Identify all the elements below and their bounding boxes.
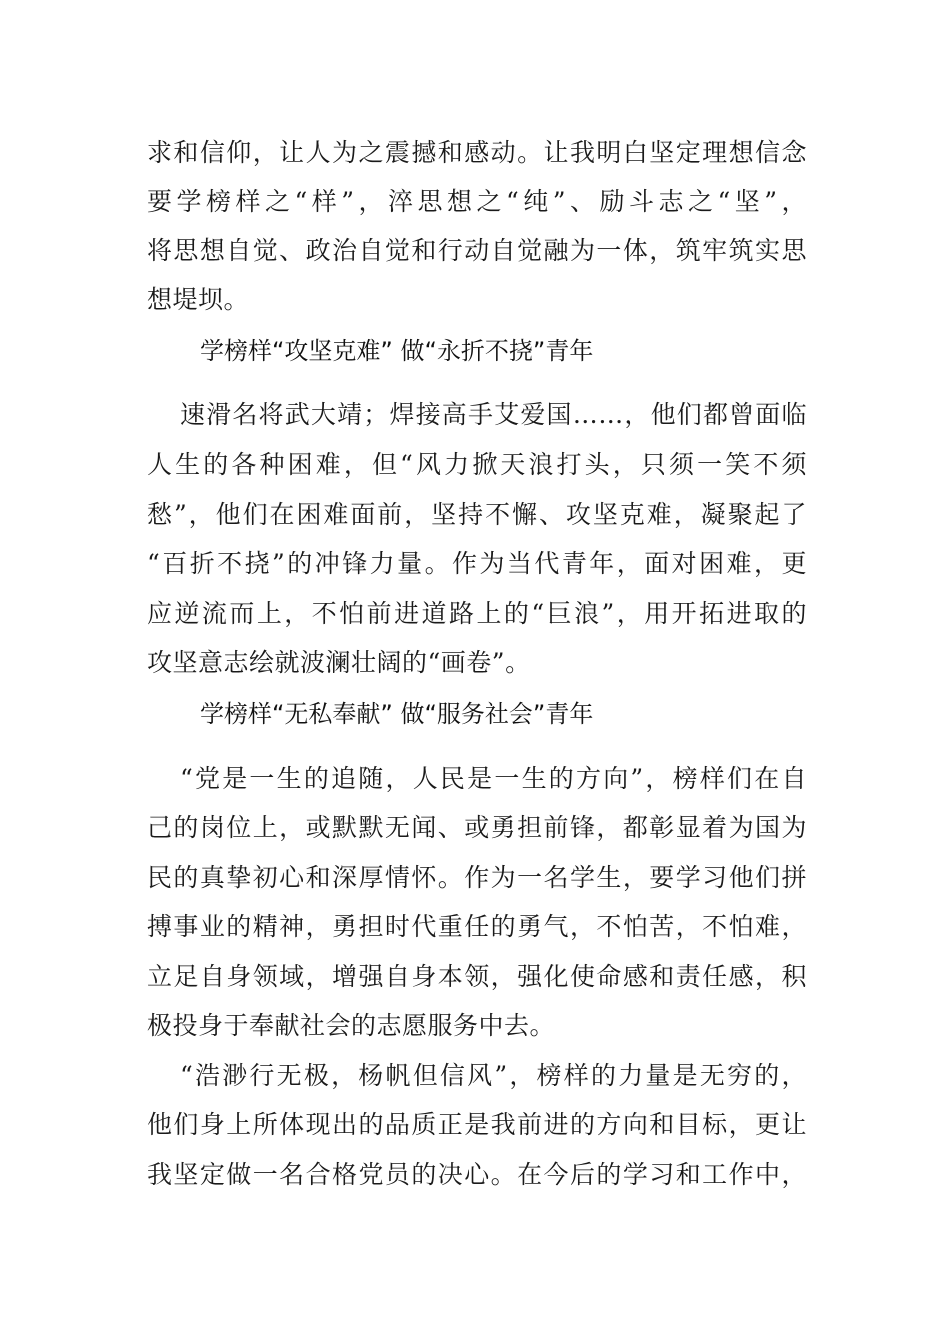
paragraph-4-line-2: 他们身上所体现出的品质正是我前进的方向和目标，更让 <box>147 1110 807 1139</box>
paragraph-3-line-4: 搏事业的精神，勇担时代重任的勇气，不怕苦，不怕难， <box>147 912 807 941</box>
paragraph-4-line-1: “浩渺行无极，杨帆但信风”，榜样的力量是无穷的， <box>180 1061 807 1090</box>
paragraph-3-line-3: 民的真挚初心和深厚情怀。作为一名学生，要学习他们拼 <box>147 863 807 892</box>
section-heading-2: 学榜样“无私奉献” 做“服务社会”青年 <box>200 700 594 728</box>
section-heading-1: 学榜样“攻坚克难” 做“永折不挠”青年 <box>200 337 594 365</box>
paragraph-2-line-2: 人生的各种困难，但“风力掀天浪打头，只须一笑不须 <box>147 450 807 479</box>
paragraph-2-line-5: 应逆流而上，不怕前进道路上的“巨浪”，用开拓进取的 <box>147 599 807 628</box>
paragraph-3-line-1: “党是一生的追随，人民是一生的方向”，榜样们在自 <box>180 764 807 793</box>
paragraph-1-line-1: 求和信仰，让人为之震撼和感动。让我明白坚定理想信念 <box>147 138 807 167</box>
paragraph-2-line-3: 愁”，他们在困难面前，坚持不懈、攻坚克难，凝聚起了 <box>147 500 807 529</box>
paragraph-2-line-4: “百折不挠”的冲锋力量。作为当代青年，面对困难，更 <box>147 549 807 578</box>
paragraph-3-line-2: 己的岗位上，或默默无闻、或勇担前锋，都彰显着为国为 <box>147 813 807 842</box>
paragraph-2-line-1: 速滑名将武大靖；焊接高手艾爱国……，他们都曾面临 <box>180 400 807 429</box>
paragraph-3-line-5: 立足自身领域，增强自身本领，强化使命感和责任感，积 <box>147 962 807 991</box>
paragraph-4-line-3: 我坚定做一名合格党员的决心。在今后的学习和工作中， <box>147 1160 807 1189</box>
paragraph-3-line-6: 极投身于奉献社会的志愿服务中去。 <box>147 1011 556 1040</box>
paragraph-1-line-4: 想堤坝。 <box>147 285 250 314</box>
paragraph-1-line-3: 将思想自觉、政治自觉和行动自觉融为一体，筑牢筑实思 <box>147 236 807 265</box>
paragraph-2-line-6: 攻坚意志绘就波澜壮阔的“画卷”。 <box>147 648 531 677</box>
paragraph-1-line-2: 要学榜样之“样”，淬思想之“纯”、励斗志之“坚”， <box>147 187 807 216</box>
